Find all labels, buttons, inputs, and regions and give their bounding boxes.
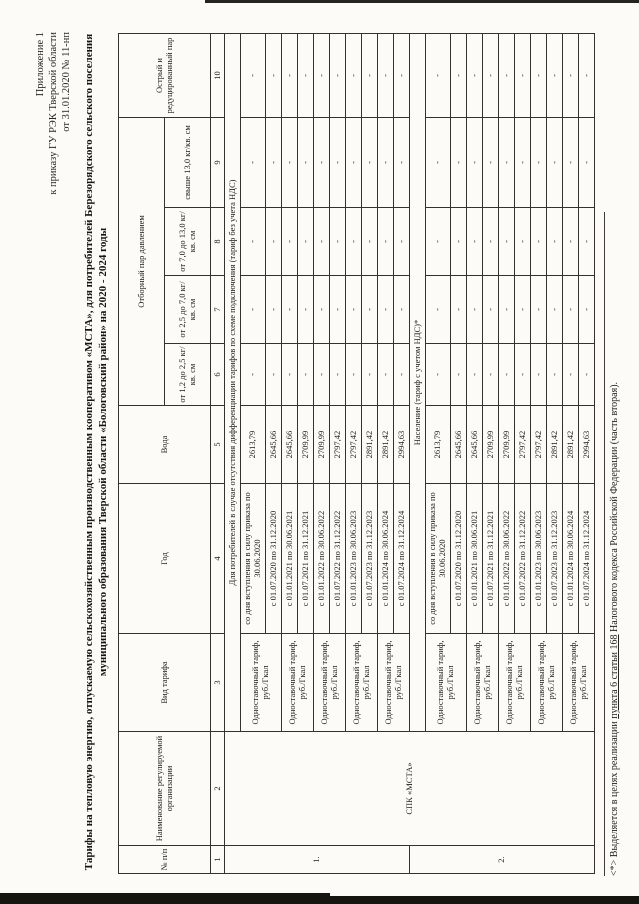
dash-cell: -	[330, 117, 346, 207]
period-cell: с 01.07.2023 по 31.12.2023	[547, 484, 563, 634]
dash-cell: -	[378, 344, 394, 406]
dash-cell: -	[531, 276, 547, 344]
dash-cell: -	[298, 208, 314, 276]
col-number: 3	[211, 634, 225, 732]
dash-cell: -	[467, 276, 483, 344]
dash-cell: -	[266, 117, 282, 207]
dash-cell: -	[330, 344, 346, 406]
dash-cell: -	[531, 344, 547, 406]
dash-cell: -	[579, 117, 595, 207]
org-name-cell: СПК «МСТА»	[225, 732, 595, 846]
tariff-type-cell: Одноставочный тариф, руб./Гкал	[499, 634, 531, 732]
dash-cell: -	[451, 33, 467, 117]
col-header-steam-group: Отборный пар давлением	[119, 117, 165, 405]
dash-cell: -	[266, 276, 282, 344]
water-value-cell: 2645,66	[451, 406, 467, 484]
dash-cell: -	[579, 208, 595, 276]
dash-cell: -	[346, 117, 362, 207]
annex-line-1: Приложение 1	[35, 32, 46, 97]
column-numbers-row	[211, 33, 225, 873]
dash-cell: -	[394, 208, 410, 276]
water-value-cell: 2797,42	[531, 406, 547, 484]
dash-cell: -	[346, 344, 362, 406]
dash-cell: -	[314, 344, 330, 406]
dash-cell: -	[426, 344, 451, 406]
water-value-cell: 2709,99	[298, 406, 314, 484]
dash-cell: -	[330, 276, 346, 344]
dash-cell: -	[499, 276, 515, 344]
dash-cell: -	[362, 208, 378, 276]
tariff-type-cell: Одноставочный тариф, руб./Гкал	[282, 634, 314, 732]
period-cell: с 01.07.2021 по 31.12.2021	[298, 484, 314, 634]
dash-cell: -	[563, 208, 579, 276]
col-number: 6	[211, 344, 225, 406]
water-value-cell: 2797,42	[515, 406, 531, 484]
dash-cell: -	[346, 276, 362, 344]
period-cell: с 01.01.2022 по 30.06.2022	[499, 484, 515, 634]
dash-cell: -	[314, 208, 330, 276]
dash-cell: -	[515, 208, 531, 276]
dash-cell: -	[362, 344, 378, 406]
col-header-steam-2: от 2,5 до 7,0 кг/кв. см	[165, 276, 211, 344]
period-cell: с 01.01.2023 по 30.06.2023	[346, 484, 362, 634]
period-cell: с 01.07.2024 по 31.12.2024	[579, 484, 595, 634]
dash-cell: -	[467, 344, 483, 406]
dash-cell: -	[330, 33, 346, 117]
annex-block	[34, 32, 73, 195]
dash-cell: -	[499, 344, 515, 406]
dash-cell: -	[266, 208, 282, 276]
water-value-cell: 2891,42	[378, 406, 394, 484]
dash-cell: -	[241, 117, 266, 207]
dash-cell: -	[547, 117, 563, 207]
dash-cell: -	[547, 33, 563, 117]
dash-cell: -	[378, 33, 394, 117]
water-value-cell: 2709,99	[314, 406, 330, 484]
tariff-type-cell: Одноставочный тариф, руб./Гкал	[378, 634, 410, 732]
dash-cell: -	[394, 117, 410, 207]
col-header-sharp-steam: Острый и редуцированный пар	[119, 33, 211, 117]
dash-cell: -	[314, 33, 330, 117]
period-cell: с 01.07.2023 по 31.12.2023	[362, 484, 378, 634]
section-number-cell: 1.	[225, 846, 410, 874]
dash-cell: -	[531, 208, 547, 276]
dash-cell: -	[579, 276, 595, 344]
dash-cell: -	[563, 33, 579, 117]
col-number: 1	[211, 846, 225, 874]
tariff-table	[118, 33, 595, 874]
tariff-type-cell: Одноставочный тариф, руб./Гкал	[531, 634, 563, 732]
section-title-cell: Население (тариф с учетом НДС)*	[410, 33, 426, 731]
tariff-type-cell: Одноставочный тариф, руб./Гкал	[314, 634, 346, 732]
dash-cell: -	[531, 117, 547, 207]
section-1-title-row	[225, 33, 241, 873]
period-cell: с 01.01.2022 по 30.06.2022	[314, 484, 330, 634]
dash-cell: -	[241, 276, 266, 344]
dash-cell: -	[362, 33, 378, 117]
dash-cell: -	[499, 208, 515, 276]
dash-cell: -	[362, 276, 378, 344]
footnote-prefix: <*> Выделяется в целях реализации	[609, 718, 620, 876]
dash-cell: -	[451, 208, 467, 276]
document-title: Тарифы на тепловую энергию, отпускаемую сельскохозяйственным производственным кооперативом «МСТА», для потребителей Березорядского сельского поселения муниципального образования Тверской области «Бологовский район» на 2020 - 2024 годы	[83, 33, 110, 871]
dash-cell: -	[282, 276, 298, 344]
water-value-cell: 2797,42	[346, 406, 362, 484]
dash-cell: -	[241, 208, 266, 276]
period-cell: с 01.07.2022 по 31.12.2022	[515, 484, 531, 634]
dash-cell: -	[499, 33, 515, 117]
col-header-water: Вода	[119, 406, 211, 484]
dash-cell: -	[346, 33, 362, 117]
water-value-cell: 2891,42	[563, 406, 579, 484]
footnote-separator-line	[604, 212, 605, 876]
dash-cell: -	[346, 208, 362, 276]
col-header-steam-1: от 1,2 до 2,5 кг/кв. см	[165, 344, 211, 406]
dash-cell: -	[394, 276, 410, 344]
water-value-cell: 2645,66	[266, 406, 282, 484]
dash-cell: -	[314, 276, 330, 344]
dash-cell: -	[483, 344, 499, 406]
dash-cell: -	[282, 33, 298, 117]
col-header-num: № п/п	[119, 846, 211, 874]
tariff-type-cell: Одноставочный тариф, руб./Гкал	[467, 634, 499, 732]
dash-cell: -	[394, 344, 410, 406]
period-cell: с 01.07.2021 по 31.12.2021	[483, 484, 499, 634]
period-cell: со дня вступления в силу приказа по 30.06.2020	[241, 484, 266, 634]
period-cell: с 01.07.2024 по 31.12.2024	[394, 484, 410, 634]
dash-cell: -	[451, 117, 467, 207]
dash-cell: -	[378, 208, 394, 276]
dash-cell: -	[579, 33, 595, 117]
col-number: 8	[211, 208, 225, 276]
dash-cell: -	[241, 33, 266, 117]
water-value-cell: 2709,99	[499, 406, 515, 484]
annex-line-2: к приказу ГУ РЭК Тверской области	[48, 32, 60, 195]
dash-cell: -	[467, 208, 483, 276]
dash-cell: -	[282, 344, 298, 406]
tariff-type-cell: Одноставочный тариф, руб./Гкал	[241, 634, 282, 732]
water-value-cell: 2891,42	[362, 406, 378, 484]
dash-cell: -	[547, 208, 563, 276]
dash-cell: -	[426, 208, 451, 276]
dash-cell: -	[563, 344, 579, 406]
dash-cell: -	[579, 344, 595, 406]
dash-cell: -	[394, 33, 410, 117]
period-cell: с 01.01.2024 по 30.06.2024	[563, 484, 579, 634]
dash-cell: -	[467, 117, 483, 207]
col-number: 7	[211, 276, 225, 344]
period-cell: с 01.07.2020 по 31.12.2020	[266, 484, 282, 634]
water-value-cell: 2994,63	[394, 406, 410, 484]
dash-cell: -	[483, 208, 499, 276]
period-cell: с 01.07.2020 по 31.12.2020	[451, 484, 467, 634]
dash-cell: -	[515, 276, 531, 344]
dash-cell: -	[547, 344, 563, 406]
dash-cell: -	[515, 33, 531, 117]
water-value-cell: 2645,66	[467, 406, 483, 484]
section-title-cell: Для потребителей в случае отсутствия дифференциации тарифов по схеме подключения (тариф без учета НДС)	[225, 33, 241, 731]
dash-cell: -	[298, 33, 314, 117]
dash-cell: -	[531, 33, 547, 117]
period-cell: с 01.01.2024 по 30.06.2024	[378, 484, 394, 634]
header-row-1	[119, 33, 165, 873]
dash-cell: -	[330, 208, 346, 276]
col-header-steam-3: от 7,0 до 13,0 кг/кв. см	[165, 208, 211, 276]
col-header-org: Наименование регулируемой организации	[119, 732, 211, 846]
col-number: 4	[211, 484, 225, 634]
water-value-cell: 2709,99	[483, 406, 499, 484]
col-number: 2	[211, 732, 225, 846]
period-cell: со дня вступления в силу приказа по 30.06.2020	[426, 484, 451, 634]
dash-cell: -	[515, 344, 531, 406]
col-header-year: Год	[119, 484, 211, 634]
dash-cell: -	[483, 117, 499, 207]
dash-cell: -	[314, 117, 330, 207]
dash-cell: -	[515, 117, 531, 207]
dash-cell: -	[426, 276, 451, 344]
water-value-cell: 2645,66	[282, 406, 298, 484]
tariff-type-cell: Одноставочный тариф, руб./Гкал	[346, 634, 378, 732]
col-header-tariff-type: Вид тарифа	[119, 634, 211, 732]
section-number-cell: 2.	[410, 846, 595, 874]
dash-cell: -	[298, 344, 314, 406]
col-header-steam-4: свыше 13,0 кг/кв. см	[165, 117, 211, 207]
footnote-statute-reference: пункта 6 статьи 168	[609, 634, 620, 719]
col-number: 5	[211, 406, 225, 484]
dash-cell: -	[378, 276, 394, 344]
annex-line-3: от 31.01.2020 № 11-нп	[61, 32, 73, 132]
dash-cell: -	[563, 117, 579, 207]
dash-cell: -	[426, 33, 451, 117]
dash-cell: -	[563, 276, 579, 344]
dash-cell: -	[282, 208, 298, 276]
dash-cell: -	[282, 117, 298, 207]
dash-cell: -	[426, 117, 451, 207]
col-number: 10	[211, 33, 225, 117]
footnote	[609, 382, 620, 876]
dash-cell: -	[266, 344, 282, 406]
dash-cell: -	[451, 344, 467, 406]
water-value-cell: 2797,42	[330, 406, 346, 484]
dash-cell: -	[298, 117, 314, 207]
period-cell: с 01.01.2023 по 30.06.2023	[531, 484, 547, 634]
dash-cell: -	[266, 33, 282, 117]
tariff-type-cell: Одноставочный тариф, руб./Гкал	[426, 634, 467, 732]
dash-cell: -	[451, 276, 467, 344]
dash-cell: -	[362, 117, 378, 207]
period-cell: с 01.01.2021 по 30.06.2021	[282, 484, 298, 634]
tariff-type-cell: Одноставочный тариф, руб./Гкал	[563, 634, 595, 732]
period-cell: с 01.07.2022 по 31.12.2022	[330, 484, 346, 634]
water-value-cell: 2994,63	[579, 406, 595, 484]
water-value-cell: 2613,79	[241, 406, 266, 484]
footnote-suffix: Налогового кодекса Российской Федерации (часть вторая).	[609, 381, 620, 635]
dash-cell: -	[378, 117, 394, 207]
period-cell: с 01.01.2021 по 30.06.2021	[467, 484, 483, 634]
col-number: 9	[211, 117, 225, 207]
water-value-cell: 2613,79	[426, 406, 451, 484]
dash-cell: -	[547, 276, 563, 344]
dash-cell: -	[483, 276, 499, 344]
dash-cell: -	[298, 276, 314, 344]
dash-cell: -	[467, 33, 483, 117]
scan-edge-artifact-top	[205, 0, 639, 3]
dash-cell: -	[241, 344, 266, 406]
water-value-cell: 2891,42	[547, 406, 563, 484]
dash-cell: -	[483, 33, 499, 117]
scan-edge-artifact-bottom-left	[0, 893, 330, 904]
dash-cell: -	[499, 117, 515, 207]
